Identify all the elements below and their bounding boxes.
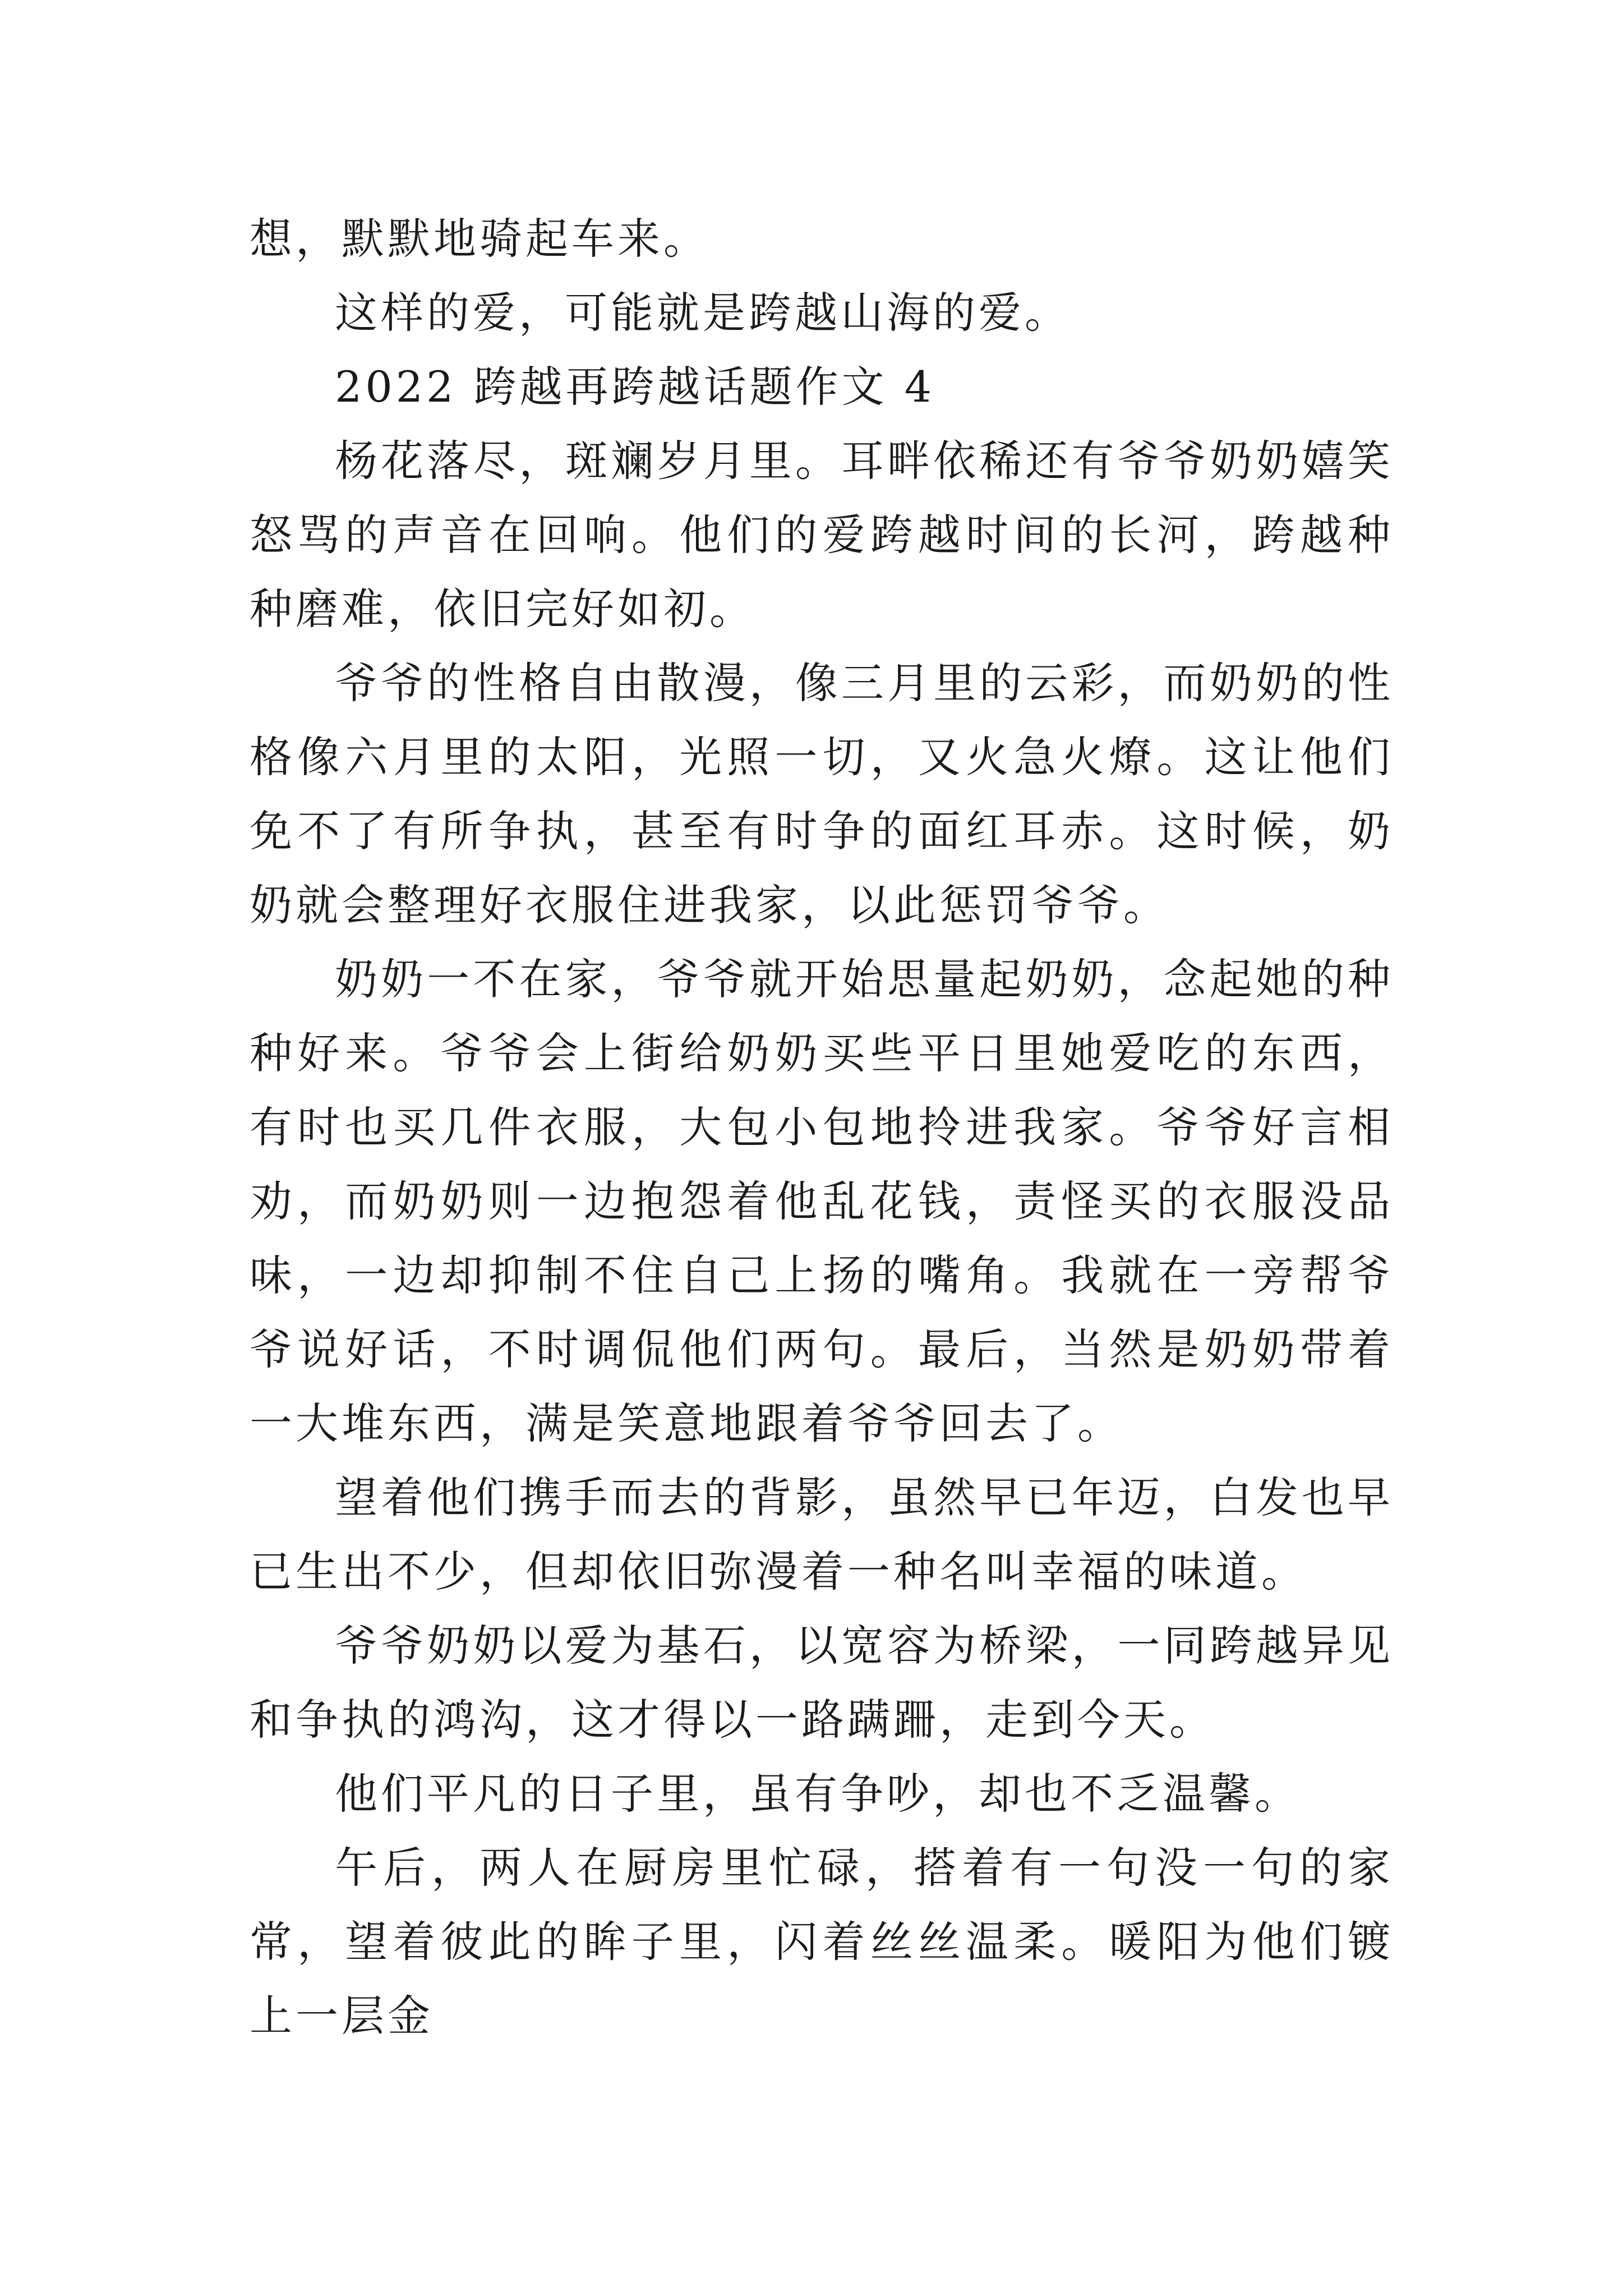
paragraph: 他们平凡的日子里，虽有争吵，却也不乏温馨。 bbox=[335, 1769, 1301, 1819]
paragraph: 望着他们携手而去的背影，虽然早已年迈，白发也早已生出不少，但却依旧弥漫着一种名叫幸福的味道。 bbox=[250, 1473, 1394, 1596]
essay-body bbox=[250, 202, 1394, 2053]
essay-title: 2022 跨越再跨越话题作文 4 bbox=[335, 362, 935, 412]
paragraph: 奶奶一不在家，爷爷就开始思量起奶奶，念起她的种种好来。爷爷会上街给奶奶买些平日里她爱吃的东西，有时也买几件衣服，大包小包地拎进我家。爷爷好言相劝，而奶奶则一边抱怨着他乱花钱，责怪买的衣服没品味，一边却抑制不住自己上扬的嘴角。我就在一旁帮爷爷说好话，不时调侃他们两句。最后，当然是奶奶带着一大堆东西，满是笑意地跟着爷爷回去了。 bbox=[250, 954, 1394, 1448]
paragraph: 这样的爱，可能就是跨越山海的爱。 bbox=[335, 288, 1071, 338]
paragraph: 爷爷奶奶以爱为基石，以宽容为桥梁，一同跨越异见和争执的鸿沟，这才得以一路蹒跚，走到今天。 bbox=[250, 1621, 1394, 1745]
paragraph: 午后，两人在厨房里忙碌，搭着有一句没一句的家常，望着彼此的眸子里，闪着丝丝温柔。暖阳为他们镀上一层金 bbox=[250, 1843, 1394, 2041]
paragraph-continuation: 想，默默地骑起车来。 bbox=[250, 214, 709, 264]
paragraph: 杨花落尽，斑斓岁月里。耳畔依稀还有爷爷奶奶嬉笑怒骂的声音在回响。他们的爱跨越时间的长河，跨越种种磨难，依旧完好如初。 bbox=[250, 436, 1394, 634]
paragraph: 爷爷的性格自由散漫，像三月里的云彩，而奶奶的性格像六月里的太阳，光照一切，又火急火燎。这让他们免不了有所争执，甚至有时争的面红耳赤。这时候，奶奶就会整理好衣服住进我家，以此惩罚爷爷。 bbox=[250, 658, 1394, 930]
